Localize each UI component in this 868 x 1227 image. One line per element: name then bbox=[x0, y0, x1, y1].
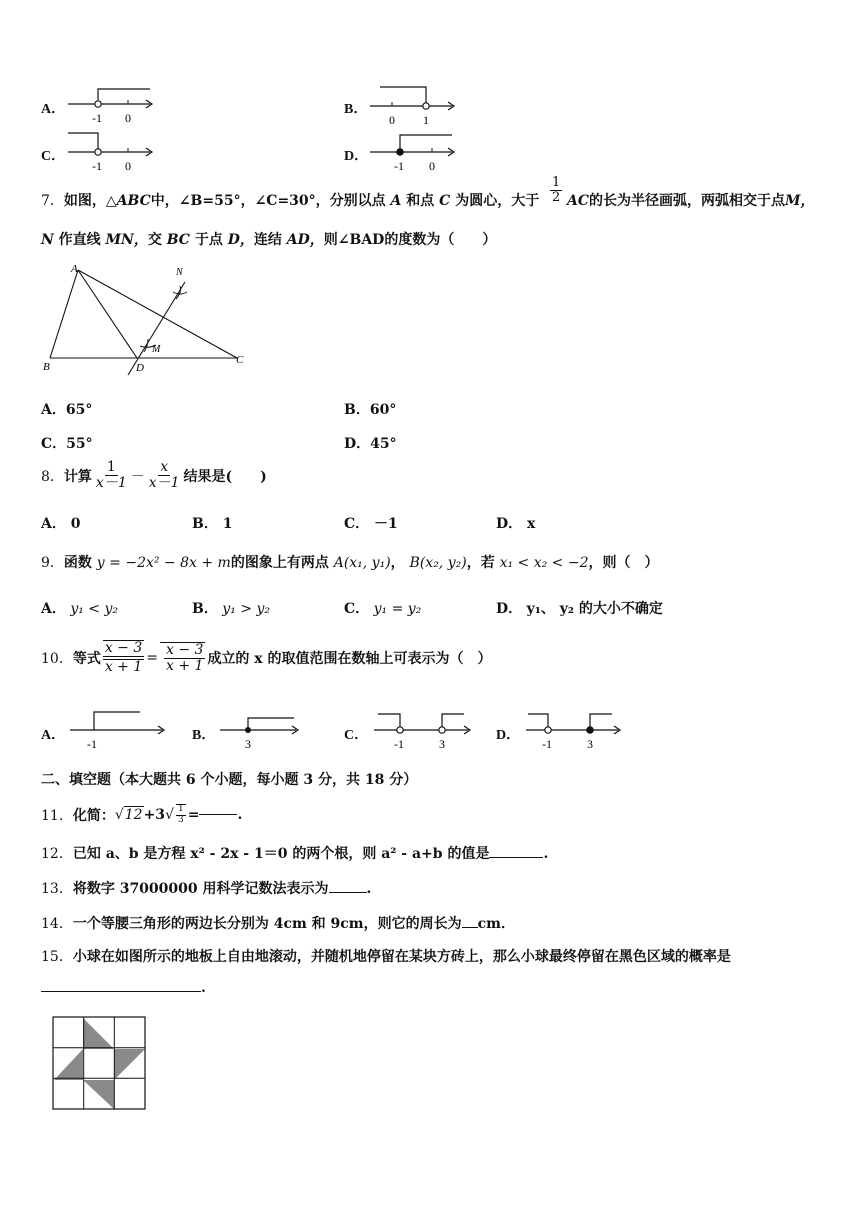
q7-text: 作直线 bbox=[58, 232, 101, 248]
q15-answer-blank[interactable] bbox=[41, 991, 201, 992]
q12-text: 已知 a、b 是方程 x² - 2x - 1＝0 的两个根，则 a² - a+b 的值是 bbox=[72, 846, 490, 862]
q11-sqrt12: √12 bbox=[114, 806, 143, 823]
q11-equals: = bbox=[187, 806, 200, 823]
q7-text: A bbox=[390, 193, 402, 209]
option-label: C． bbox=[41, 436, 67, 452]
option-value: y₁ > y₂ bbox=[222, 601, 270, 617]
q11-stem bbox=[41, 804, 242, 826]
q10-option-c-numberline bbox=[372, 708, 476, 752]
q6-option-c-numberline bbox=[66, 130, 158, 174]
q14-unit: cm． bbox=[477, 916, 515, 932]
option-value: 60° bbox=[369, 402, 397, 418]
option-value: y₁ < y₂ bbox=[70, 601, 119, 617]
q8-prefix: 计算 bbox=[63, 468, 92, 485]
shaded-triangle bbox=[83, 1018, 114, 1049]
q10-prefix: 等式 bbox=[72, 650, 101, 667]
q8-number: 8． bbox=[41, 468, 64, 485]
q15-answer-line bbox=[41, 980, 206, 996]
q12-stem bbox=[41, 843, 548, 863]
label-m: M bbox=[152, 344, 161, 355]
q13-answer-blank[interactable] bbox=[329, 892, 367, 893]
q10-suffix: 成立的 x 的取值范围在数轴上可表示为（ ） bbox=[207, 650, 492, 667]
q9-text: ，若 bbox=[466, 555, 495, 571]
tick-label: 3 bbox=[439, 737, 445, 751]
option-label: B． bbox=[192, 516, 218, 532]
shaded-triangle bbox=[83, 1080, 114, 1109]
q11-sqrt-fraction: √ $\frac{1}{3}$ bbox=[165, 804, 184, 825]
q10-lhs-num: x − 3 bbox=[104, 640, 143, 656]
q8-option-c[interactable] bbox=[344, 513, 398, 533]
q9-text: 的图象上有两点 bbox=[230, 555, 329, 571]
q7-text: 的度数为（ ） bbox=[384, 232, 497, 248]
q9-stem bbox=[41, 552, 659, 572]
segment-ab bbox=[50, 270, 78, 358]
q10-option-d-numberline bbox=[524, 708, 628, 752]
tick-label: 1 bbox=[423, 113, 429, 127]
q7-option-a[interactable] bbox=[41, 399, 92, 419]
tick-label: 3 bbox=[245, 737, 251, 751]
q15-text: 小球在如图所示的地板上自由地滚动，并随机地停留在某块方砖上，那么小球最终停留在黑色区域的概率是 bbox=[72, 949, 731, 965]
q7-frac-den: 2 bbox=[552, 190, 561, 206]
q6-option-d-numberline bbox=[368, 130, 460, 174]
q6-option-a-numberline bbox=[66, 86, 158, 128]
q11-answer-blank[interactable] bbox=[199, 814, 237, 815]
label-c: C bbox=[236, 354, 244, 366]
q9-text: ，则（ ） bbox=[588, 555, 659, 571]
q10-option-b-numberline bbox=[218, 708, 304, 752]
q7-text: 的长为半径画弧，两弧相交于点 bbox=[589, 193, 786, 209]
option-value: 0 bbox=[70, 516, 81, 532]
q8-minus: － bbox=[130, 468, 145, 485]
option-label: A． bbox=[41, 601, 66, 617]
q13-text: 将数字 37000000 用科学记数法表示为 bbox=[72, 881, 329, 897]
option-value: x bbox=[527, 516, 536, 532]
q8-stem bbox=[41, 460, 267, 492]
option-value: 65° bbox=[65, 402, 93, 418]
q12-end: . bbox=[543, 846, 549, 862]
q8-suffix: 结果是( ) bbox=[183, 468, 267, 485]
option-label: B． bbox=[344, 402, 370, 418]
q7-fraction bbox=[548, 176, 564, 206]
q6-option-b-numberline bbox=[368, 84, 460, 128]
q14-stem bbox=[41, 913, 515, 933]
q15-tile-grid-figure bbox=[52, 1016, 146, 1110]
q14-number: 14． bbox=[41, 916, 73, 932]
q9-function: y = −2x² − 8x + m bbox=[96, 555, 231, 571]
option-value: －1 bbox=[374, 516, 398, 532]
shaded-triangle bbox=[114, 1049, 145, 1080]
q7-text: 中， bbox=[150, 193, 179, 209]
label-a: A bbox=[71, 263, 78, 275]
q13-stem bbox=[41, 878, 371, 898]
option-label: D． bbox=[496, 601, 523, 617]
tick-label: 0 bbox=[429, 159, 435, 173]
q10-number: 10． bbox=[41, 650, 73, 667]
q9-text: ， bbox=[390, 555, 405, 571]
q7-text: N bbox=[41, 232, 54, 248]
q7-stem-line1-tail bbox=[567, 190, 815, 210]
q8-option-a[interactable] bbox=[41, 513, 81, 533]
option-value: 1 bbox=[222, 516, 233, 532]
tick-label: -1 bbox=[92, 111, 102, 125]
q7-text: ∠B=55°，∠C=30°，分别以点 bbox=[178, 193, 386, 209]
q11-prefix: 化简： bbox=[72, 807, 115, 824]
q8-option-d[interactable] bbox=[496, 513, 535, 533]
q7-text: 连结 bbox=[253, 232, 282, 248]
q10-option-b-label[interactable]: B． bbox=[192, 728, 216, 743]
q7-triangle-figure bbox=[40, 262, 255, 380]
q7-text: 和点 bbox=[406, 193, 435, 209]
tick-label: 0 bbox=[125, 111, 131, 125]
tick-label: -1 bbox=[87, 737, 97, 751]
q11-frac-den: 3 bbox=[177, 814, 184, 825]
q8-frac1-num: 1 bbox=[106, 459, 116, 475]
option-label: C． bbox=[344, 601, 370, 617]
tick-label: 0 bbox=[125, 159, 131, 173]
tick-label: -1 bbox=[542, 737, 552, 751]
q9-text: 函数 bbox=[63, 555, 92, 571]
q9-option-d[interactable] bbox=[496, 598, 663, 618]
label-d: D bbox=[136, 362, 144, 374]
q7-frac-num: 1 bbox=[552, 175, 561, 190]
q8-frac2-den: x－1 bbox=[148, 475, 180, 492]
q8-option-b[interactable] bbox=[192, 513, 232, 533]
q7-stem-line1 bbox=[41, 190, 539, 210]
option-value: y₁、 y₂ 的大小不确定 bbox=[526, 601, 663, 617]
tick-label: -1 bbox=[92, 159, 102, 173]
q7-text: 于点 bbox=[194, 232, 223, 248]
shaded-triangle bbox=[54, 1049, 83, 1080]
q11-end: . bbox=[237, 806, 243, 823]
grid-border bbox=[53, 1017, 145, 1109]
option-value: y₁ = y₂ bbox=[373, 601, 422, 617]
q11-number: 11． bbox=[41, 807, 73, 824]
tick-label: 0 bbox=[389, 113, 395, 127]
q7-text: 则∠BAD bbox=[323, 232, 385, 248]
q7-option-b[interactable] bbox=[344, 399, 396, 419]
tick-label: -1 bbox=[394, 159, 404, 173]
tick-label: 3 bbox=[587, 737, 593, 751]
q14-text: 一个等腰三角形的两边长分别为 4cm 和 9cm，则它的周长为 bbox=[72, 916, 462, 932]
q15-number: 15． bbox=[41, 949, 73, 965]
q13-number: 13． bbox=[41, 881, 73, 897]
q7-text: MN， bbox=[105, 232, 148, 248]
q6-option-b-label[interactable]: B． bbox=[344, 102, 368, 117]
q9-point-a: A(x₁, y₁) bbox=[333, 555, 391, 571]
q10-option-a-label[interactable]: A． bbox=[41, 728, 66, 743]
q15-end: . bbox=[201, 980, 206, 996]
option-label: A． bbox=[41, 402, 66, 418]
q7-text: 为圆心，大于 bbox=[455, 193, 540, 209]
q7-option-c[interactable] bbox=[41, 433, 93, 453]
q11-frac-num: 1 bbox=[177, 804, 184, 814]
q7-text: BC bbox=[166, 232, 190, 248]
label-b: B bbox=[43, 361, 50, 373]
option-label: C． bbox=[344, 516, 370, 532]
q11-plus-three: +3 bbox=[143, 806, 166, 823]
q10-option-a-numberline bbox=[68, 708, 172, 752]
q7-option-d[interactable] bbox=[344, 433, 397, 453]
segment-ad bbox=[78, 270, 137, 358]
q9-option-a[interactable] bbox=[41, 598, 118, 618]
q7-text: AC bbox=[567, 193, 590, 209]
q9-point-b: B(x₂, y₂) bbox=[409, 555, 467, 571]
option-value: 45° bbox=[370, 436, 397, 452]
q7-text: △ABC bbox=[105, 193, 151, 209]
q10-option-d-label[interactable]: D． bbox=[496, 728, 521, 743]
q7-text: 交 bbox=[147, 232, 162, 248]
q9-option-c[interactable] bbox=[344, 598, 421, 618]
q7-number: 7． bbox=[41, 193, 64, 209]
q14-answer-blank[interactable] bbox=[462, 927, 478, 928]
q13-end: . bbox=[366, 881, 372, 897]
q6-option-c-label[interactable]: C． bbox=[41, 149, 66, 164]
q7-stem-line2 bbox=[41, 229, 496, 249]
q7-text: D， bbox=[227, 232, 254, 248]
q12-number: 12． bbox=[41, 846, 73, 862]
q12-answer-blank[interactable] bbox=[489, 857, 543, 858]
option-label: D． bbox=[496, 516, 523, 532]
q10-lhs-den: x + 1 bbox=[104, 659, 143, 676]
option-label: B． bbox=[192, 601, 218, 617]
q9-number: 9． bbox=[41, 555, 64, 571]
q7-text: C bbox=[439, 193, 451, 209]
q10-option-c-label[interactable]: C． bbox=[344, 728, 369, 743]
option-value: 55° bbox=[66, 436, 93, 452]
q15-stem bbox=[41, 946, 731, 966]
q7-text: M， bbox=[785, 193, 815, 209]
q10-equals: = bbox=[146, 649, 158, 666]
q10-rhs-num: x − 3 bbox=[166, 641, 204, 658]
q11-radicand: 12 bbox=[124, 806, 143, 823]
q7-text: AD， bbox=[286, 232, 324, 248]
q8-frac1-den: x－1 bbox=[95, 475, 127, 492]
option-label: D． bbox=[344, 436, 371, 452]
section-2-heading: 二、填空题（本大题共 6 个小题，每小题 3 分，共 18 分） bbox=[41, 772, 418, 788]
q9-option-b[interactable] bbox=[192, 598, 270, 618]
q6-option-a-label[interactable]: A． bbox=[41, 102, 66, 117]
option-label: A． bbox=[41, 516, 66, 532]
q10-stem bbox=[41, 640, 492, 676]
q7-text: 如图， bbox=[63, 193, 106, 209]
label-n: N bbox=[176, 267, 183, 278]
tick-label: -1 bbox=[394, 737, 404, 751]
q10-rhs-den: x + 1 bbox=[166, 657, 204, 674]
q8-frac2-num: x bbox=[160, 459, 169, 475]
q9-condition: x₁ < x₂ < −2 bbox=[499, 555, 589, 571]
q6-option-d-label[interactable]: D． bbox=[344, 149, 369, 164]
